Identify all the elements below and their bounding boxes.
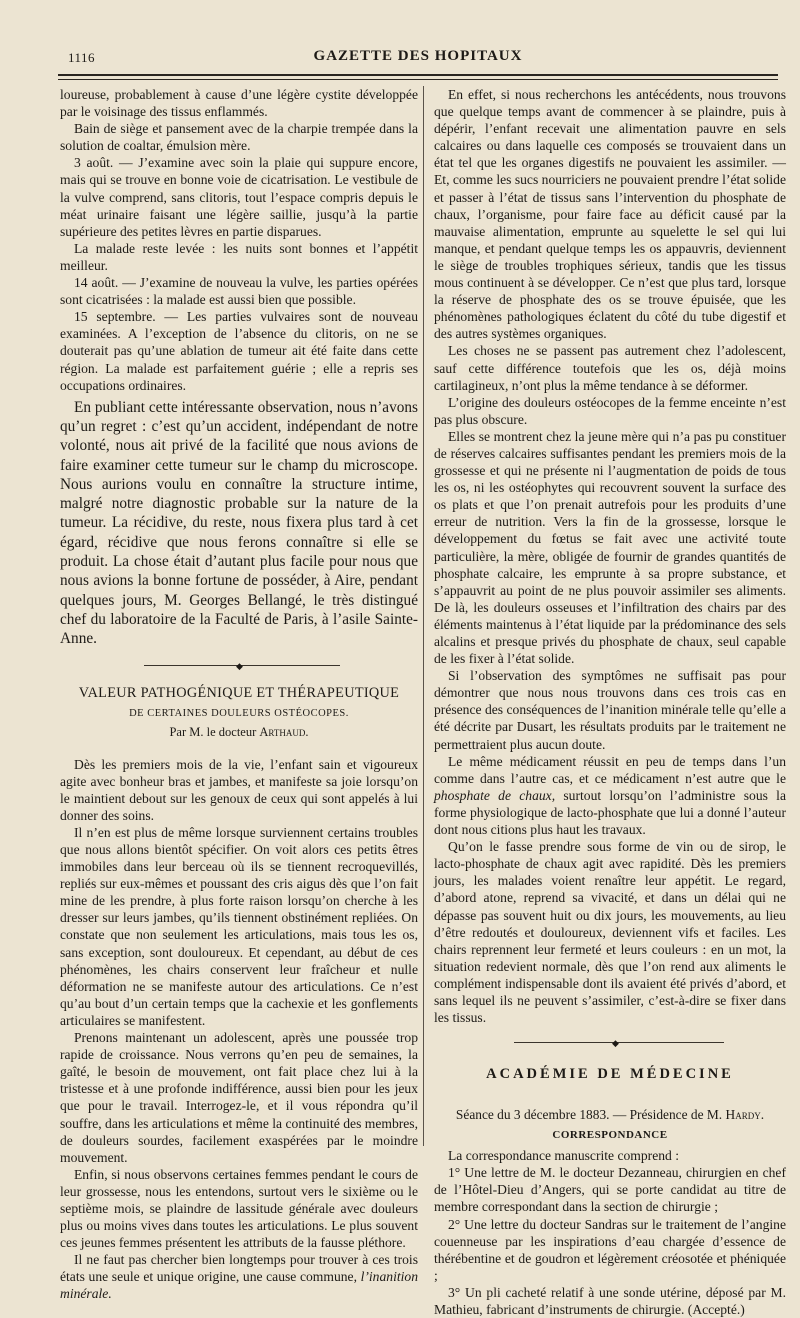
paragraph: 3 août. — J’examine avec soin la plaie qui suppure encore, mais qui se trouve en bonne voie de cicatrisation. Le vestibule de la vulve comprend, sans clitoris, tout l’espace compris depuis le méat urinaire faisant une légère saillie, jusqu’à la partie supérieure des petites lèvres en partie disparues.: [60, 155, 418, 239]
paragraph: Elles se montrent chez la jeune mère qui n’a pas pu constituer de réserves calcaires suffisantes pendant les premiers mois de la grossesse et qui ne présente ni l’augmentation de poids de tous les os, ni les ostéophytes qui recouvrent souvent la surface des os plats et que l’on prenait autrefois pour les produits d’une erreur de nutrition. Vers la fin de la grossesse, lorsque le développement du fœtus se fait avec une activité toute particulière, la mère, obligée de fournir de grandes quantités de phosphate calcaire, les emprunte à sa propre substance, et s’appauvrit au point de ne plus pouvoir assimiler ses aliments. De là, les douleurs osseuses et l’infiltration des chairs par des éléments maintenus à l’état liquide par la prédominance des sels alcalins et presque privés du phosphate de chaux, seul capable de les fixer à l’état solide.: [434, 428, 786, 667]
seance-heading: Séance du 3 décembre 1883. — Présidence de M. Hardy.: [455, 1107, 765, 1123]
paragraph: 14 août. — J’examine de nouveau la vulve, les parties opérées sont cicatrisées : la malade est aussi bien que possible.: [60, 275, 418, 308]
paragraph: Il ne faut pas chercher bien longtemps pour trouver à ces trois états une seule et unique origine, une cause commune, l’inanition minérale.: [60, 1252, 418, 1302]
header-rule-thin: [58, 79, 778, 80]
paragraph: Les choses ne se passent pas autrement chez l’adolescent, sauf cette différence toutefois que les os, déjà moins cartilagineux, n’ont plus la même tendance à se déformer.: [434, 343, 786, 393]
page-number: 1116: [68, 50, 96, 65]
paragraph: En effet, si nous recherchons les antécédents, nous trouvons que quelque temps avant de commencer à se plaindre, puis à dépérir, l’enfant recevait une alimentation pauvre en sels calcaires ou dans laquelle ces composés se trouvaient dans un état tel que les organes digestifs ne pouvaient les assimiler. — Et, comme les sucs nourriciers ne pouvaient prendre l’état solide et passer à l’état de tissus sans l’intervention du phosphate de chaux, l’organisme, pour faire face au déficit causé par la mauvaise alimentation, emprunte au squelette le sel qui lui manque, et pendant quelque temps les os appauvris, deviennent le siège de troubles trophiques sérieux, tandis que les tissus mous continuent à se développer. Ce n’est que plus tard, lorsque la réserve de phosphate des os se trouve épuisée, que les phénomènes pathologiques éclatent du côté du tube digestif et des autres systèmes organiques.: [434, 87, 786, 342]
page-header: [58, 44, 778, 68]
section-separator: ◆: [434, 1032, 786, 1054]
right-column: [434, 86, 786, 1318]
paragraph: 15 septembre. — Les parties vulvaires sont de nouveau examinées. A l’exception de l’absence du clitoris, on ne se douterait pas qu’une ablation de tumeur ait été faite dans cette région. La malade est parfaitement guérie ; elle a repris ses occupations ordinaires.: [60, 309, 418, 393]
paragraph: Prenons maintenant un adolescent, après une poussée trop rapide de croissance. Nous verrons qu’en peu de semaines, la gaîté, le besoin de mouvement, ont fait place chez lui à la tristesse et à une profonde indifférence, aussi bien pour les jeux que pour le travail. Interrogez-le, et il vous répondra qu’il souffre, dans les articulations et même la continuité des membres, de douleurs sourdes, facilement exaspérées par le moindre mouvement.: [60, 1030, 418, 1165]
article-subtitle: DE CERTAINES DOULEURS OSTÉOCOPES.: [129, 707, 349, 719]
list-item: 1° Une lettre de M. le docteur Dezanneau, chirurgien en chef de l’Hôtel-Dieu d’Angers, qui se porte candidat au titre de membre correspondant dans la section de chirurgie ;: [434, 1165, 786, 1215]
paragraph: L’origine des douleurs ostéocopes de la femme enceinte n’est pas plus obscure.: [434, 394, 786, 427]
section-title: ACADÉMIE DE MÉDECINE: [486, 1066, 734, 1083]
list-item: 3° Un pli cacheté relatif à une sonde utérine, déposé par M. Mathieu, fabricant d’instruments de chirurgie. (Accepté.): [434, 1284, 786, 1317]
section-separator: ◆: [60, 655, 418, 677]
article-title: VALEUR PATHOGÉNIQUE ET THÉRAPEUTIQUE: [78, 684, 400, 701]
journal-title: GAZETTE DES HOPITAUX: [313, 48, 523, 64]
byline-prefix: Par M. le docteur: [169, 724, 257, 739]
paragraph: Enfin, si nous observons certaines femmes pendant le cours de leur grossesse, nous les entendons, surtout vers le sixième ou le septième mois, se plaindre de lassitude générale avec douleurs plus ou moins vives dans toutes les articulations. Le plus souvent ces jeunes femmes présentent les attributs de la fausse pléthore.: [60, 1166, 418, 1251]
article-byline: [60, 725, 418, 740]
paragraph: Bain de siège et pansement avec de la charpie trempée dans la solution de coaltar, émulsion mère.: [60, 121, 418, 154]
paragraph: Si l’observation des symptômes ne suffisait pas pour démontrer que nous nous trouvons dans ces trois cas en présence des conséquences de l’inanition minérale telle qu’elle a été décrite par Dusart, les résultats produits par le traitement ne permettraient plus aucun doute.: [434, 668, 786, 752]
paragraph: Il n’en est plus de même lorsque surviennent certains troubles que nous allons bientôt spécifier. On voit alors ces petits êtres immobiles dans leur berceau où ils se tiennent recroquevillés, repliés sur eux-mêmes et poussant des cris aigus dès que l’on fait mine de les prendre, à plus forte raison lorsqu’on cherche à les dresser sur leurs jambes, qu’ils tiennent obstinément repliées. On constate que non seulement les articulations, mais tous les os, sans exception, sont douloureux. Et cependant, au début de ces phénomènes, les chairs conservent leur fraîcheur et nulle déformation ne se manifeste autour des articulations. Ce n’est qu’au bout d’un certain temps que la cachexie et les gonflements articulaires se manifestent.: [60, 824, 418, 1028]
correspondance-heading: CORRESPONDANCE: [552, 1129, 668, 1142]
column-divider: [423, 86, 424, 1146]
list-item: La correspondance manuscrite comprend :: [448, 1148, 679, 1164]
paragraph: Le même médicament réussit en peu de temps dans l’un comme dans l’autre cas, et ce médicament n’est autre que le phosphate de chaux, surtout lorsqu’on l’administre sous la forme physiologique de lacto-phosphate que lui a donné l’auteur dont nous citions plus haut les travaux.: [434, 753, 786, 838]
list-item: 2° Une lettre du docteur Sandras sur le traitement de l’angine couenneuse par les inspirations d’eau chargée d’essence de thérébentine et de goudron et légèrement créosotée et phéniquée ;: [434, 1216, 786, 1283]
paragraph: La malade reste levée : les nuits sont bonnes et l’appétit meilleur.: [60, 240, 418, 273]
byline-author: Arthaud.: [259, 724, 309, 739]
paragraph: Dès les premiers mois de la vie, l’enfant sain et vigoureux agite avec bonheur bras et jambes, et manifeste sa joie lorsqu’on le maintient debout sur les genoux de ceux qui sont appelés à lui donner des soins.: [60, 756, 418, 823]
header-rule-thick: [58, 74, 778, 76]
paragraph: Qu’on le fasse prendre sous forme de vin ou de sirop, le lacto-phosphate de chaux agit avec rapidité. Dès les premiers jours, les malades voient renaître leur appétit. Le regard, d’abord atone, reprend sa vivacité, et dans un délai qui ne dépasse pas souvent huit ou dix jours, les mouvements, au lieu d’être redoutés et douloureux, deviennent vifs et faciles. Les chairs reprennent leur fermeté et leurs couleurs : en un mot, la situation redevient normale, dès que l’on rend aux aliments le complément indispensable dont ils avaient été privés d’abord, et sans lequel ils ne peuvent s’assimiler, c’est-à-dire se fixer dans les tissus.: [434, 839, 786, 1026]
left-column: [60, 86, 418, 1303]
editorial-commentary: En publiant cette intéressante observation, nous n’avons qu’un regret : c’est qu’un accident, indépendant de notre volonté, nous ait privé de la facilité que nous avions de faire examiner cette tumeur sur le champ du microscope. Nous aurions voulu en connaître la structure intime, malgré notre diagnostic probable sur la nature de la tumeur. La récidive, du reste, nous fixera plus tard à cet égard, récidive que nous ferons connaître si elle se produit. La chose était d’autant plus facile pour nous que nous avions la bonne fortune de posséder, à Aire, pendant quelques jours, M. Georges Bellangé, le très distingué chef du laboratoire de la Faculté de Paris, à l’asile Sainte-Anne.: [60, 398, 418, 648]
paragraph: loureuse, probablement à cause d’une légère cystite développée par le voisinage des tissus enflammés.: [60, 87, 418, 120]
